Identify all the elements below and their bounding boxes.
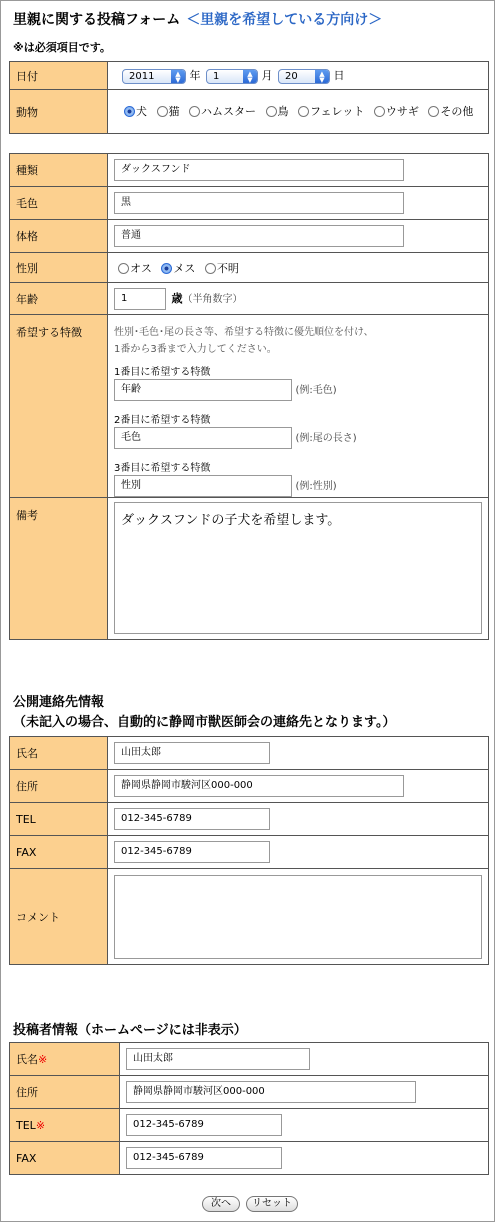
animal-option-rabbit[interactable]: ウサギ — [374, 105, 419, 118]
radio-icon[interactable] — [374, 106, 385, 117]
select-arrows-icon: ▲ ▼ — [243, 70, 257, 83]
year-unit: 年 — [189, 69, 201, 83]
animal-option-hamster[interactable]: ハムスター — [189, 105, 256, 118]
wish-2-label: 2番目に希望する特徴 — [114, 415, 211, 426]
public-tel-label: TEL — [10, 803, 108, 836]
public-fax-input[interactable]: 012-345-6789 — [114, 841, 270, 863]
wish-2-example: (例:尾の長さ) — [295, 433, 357, 444]
wishes-desc-2: 1番から3番まで入力してください。 — [114, 344, 277, 355]
build-label: 体格 — [10, 220, 108, 253]
wish-3-label: 3番目に希望する特徴 — [114, 463, 211, 474]
radio-selected-icon[interactable] — [161, 263, 172, 274]
wish-3-example: (例:性別) — [295, 481, 337, 492]
wish-1-label: 1番目に希望する特徴 — [114, 367, 211, 378]
age-input[interactable]: 1 — [114, 288, 166, 310]
month-unit: 月 — [261, 69, 273, 83]
public-tel-input[interactable]: 012-345-6789 — [114, 808, 270, 830]
sex-label: 性別 — [10, 253, 108, 283]
build-input[interactable]: 普通 — [114, 225, 404, 247]
form-subtitle: ＜里親を希望している方向け＞ — [186, 12, 383, 28]
public-address-label: 住所 — [10, 770, 108, 803]
poster-fax-input[interactable]: 012-345-6789 — [126, 1147, 282, 1169]
reset-button[interactable]: リセット — [246, 1196, 298, 1212]
poster-tel-input[interactable]: 012-345-6789 — [126, 1114, 282, 1136]
page-title — [13, 9, 382, 29]
public-comment-textarea[interactable] — [114, 875, 482, 959]
poster-name-input[interactable]: 山田太郎 — [126, 1048, 310, 1070]
wish-1-input[interactable]: 年齢 — [114, 379, 292, 401]
radio-icon[interactable] — [118, 263, 129, 274]
radio-icon[interactable] — [266, 106, 277, 117]
radio-selected-icon[interactable] — [124, 106, 135, 117]
poster-fax-label: FAX — [10, 1142, 120, 1175]
animal-option-bird[interactable]: 鳥 — [266, 105, 289, 118]
required-mark: ※ — [35, 1118, 46, 1132]
date-label: 日付 — [10, 62, 108, 90]
public-name-input[interactable]: 山田太郎 — [114, 742, 270, 764]
age-unit: 歳 — [171, 291, 183, 305]
wishes-desc-1: 性別･毛色･尾の長さ等、希望する特徴に優先順位を付け、 — [114, 327, 374, 338]
public-name-label: 氏名 — [10, 737, 108, 770]
month-select[interactable]: 1 ▲ ▼ — [206, 69, 258, 84]
required-mark: ※ — [38, 1053, 48, 1066]
animal-label: 動物 — [10, 90, 108, 134]
wish-2-input[interactable]: 毛色 — [114, 427, 292, 449]
select-arrows-icon: ▲ ▼ — [315, 70, 329, 83]
public-address-input[interactable]: 静岡県静岡市駿河区000-000 — [114, 775, 404, 797]
notes-label: 備考 — [10, 498, 108, 640]
public-fax-label: FAX — [10, 836, 108, 869]
wish-1-example: (例:毛色) — [295, 385, 337, 396]
year-select[interactable]: 2011 ▲ ▼ — [122, 69, 186, 84]
wishes-label: 希望する特徴 — [10, 315, 108, 498]
select-arrows-icon: ▲ ▼ — [171, 70, 185, 83]
radio-icon[interactable] — [428, 106, 439, 117]
color-input[interactable]: 黒 — [114, 192, 404, 214]
breed-input[interactable]: ダックスフンド — [114, 159, 404, 181]
age-label: 年齢 — [10, 283, 108, 315]
poster-name-label: 氏名※ — [10, 1043, 120, 1076]
animal-option-other[interactable]: その他 — [428, 105, 473, 118]
details-table — [9, 153, 489, 640]
form-title: 里親に関する投稿フォーム — [13, 12, 181, 28]
animal-option-dog[interactable]: 犬 — [124, 105, 147, 118]
next-button[interactable]: 次へ — [202, 1196, 240, 1212]
poster-heading: 投稿者情報（ホームページには非表示） — [13, 1023, 247, 1038]
poster-tel-label: TEL※ — [10, 1109, 120, 1142]
day-unit: 日 — [333, 69, 345, 83]
animal-option-cat[interactable]: 猫 — [157, 105, 180, 118]
poster-address-label: 住所 — [10, 1076, 120, 1109]
age-hint: （半角数字） — [182, 293, 243, 305]
poster-table — [9, 1042, 489, 1175]
radio-icon[interactable] — [189, 106, 200, 117]
color-label: 毛色 — [10, 187, 108, 220]
poster-address-input[interactable]: 静岡県静岡市駿河区000-000 — [126, 1081, 416, 1103]
public-contact-note: （未記入の場合、自動的に静岡市獣医師会の連絡先となります。） — [13, 715, 396, 730]
public-contact-heading: 公開連絡先情報 — [13, 695, 105, 710]
breed-label: 種類 — [10, 154, 108, 187]
radio-icon[interactable] — [157, 106, 168, 117]
sex-option-male[interactable]: オス — [118, 262, 152, 275]
date-animal-table — [9, 61, 489, 134]
radio-icon[interactable] — [298, 106, 309, 117]
animal-option-ferret[interactable]: フェレット — [298, 105, 364, 118]
public-comment-label: コメント — [10, 869, 108, 965]
sex-option-female[interactable]: メス — [161, 262, 195, 275]
public-contact-table — [9, 736, 489, 965]
wish-3-input[interactable]: 性別 — [114, 475, 292, 497]
day-select[interactable]: 20 ▲ ▼ — [278, 69, 330, 84]
radio-icon[interactable] — [205, 263, 216, 274]
notes-textarea[interactable]: ダックスフンドの子犬を希望します。 — [114, 502, 482, 634]
required-note: ※は必須項目です。 — [13, 41, 111, 54]
sex-option-unknown[interactable]: 不明 — [205, 262, 239, 275]
